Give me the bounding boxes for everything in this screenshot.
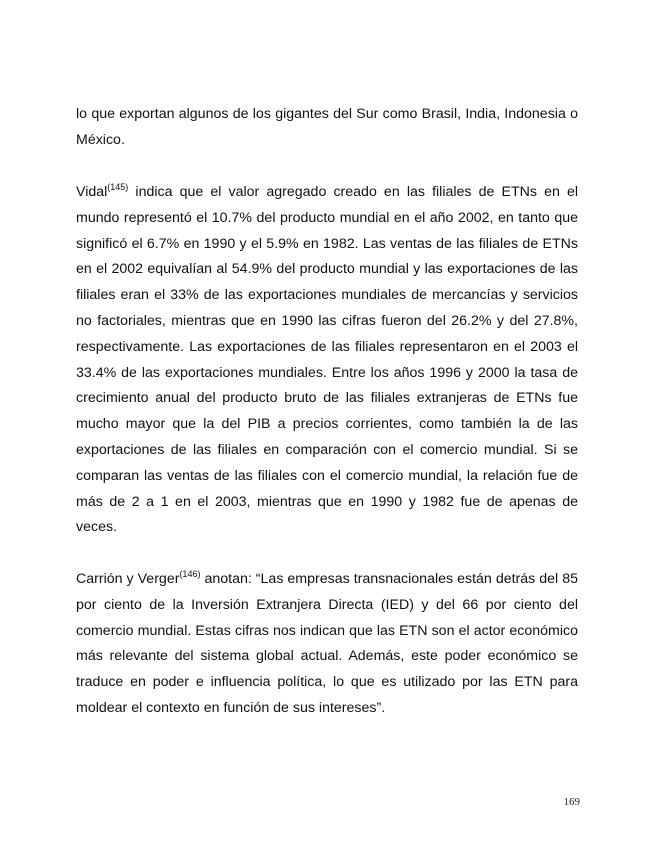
paragraph-carrion-verger	[76, 567, 578, 722]
citation-marker: (145)	[107, 182, 129, 192]
author-name: Carrión y Verger	[76, 571, 180, 587]
page-number: 169	[563, 796, 580, 808]
paragraph-text: lo que exportan algunos de los gigantes del Sur como Brasil, India, Indonesia o México.	[76, 106, 578, 148]
paragraph-vidal	[76, 180, 578, 541]
paragraph-continuation	[76, 102, 578, 154]
paragraph-text: indica que el valor agregado creado en las filiales de ETNs en el mundo representó el 10.7% del producto mundial en el año 2002, en tanto que significó el 6.7% en 1990 y el 5.9% en 1982. Las ventas de las filiales de ETNs en el 2002 equivalían al 54.9% del producto mundial y las exportaciones de las filiales eran el 33% de las exportaciones mundiales de mercancías y servicios no factoriales, mientras que en 1990 las cifras fueron del 26.2% y del 27.8%, respectivamente. Las exportaciones de las filiales representaron en el 2003 el 33.4% de las exportaciones mundiales. Entre los años 1996 y 2000 la tasa de crecimiento anual del producto bruto de las filiales extranjeras de ETNs fue mucho mayor que la del PIB a precios corrientes, como también la de las exportaciones de las filiales en comparación con el comercio mundial. Si se comparan las ventas de las filiales con el comercio mundial, la relación fue de más de 2 a 1 en el 2003, mientras que en 1990 y 1982 fue de apenas de veces.	[76, 184, 578, 536]
citation-marker: (146)	[179, 569, 201, 579]
author-name: Vidal	[76, 184, 108, 200]
paragraph-text: anotan: “Las empresas transnacionales están detrás del 85 por ciento de la Inversión Extranjera Directa (IED) y del 66 por ciento del comercio mundial. Estas cifras nos indican que las ETN son el actor económico más relevante del sistema global actual. Además, este poder económico se traduce en poder e influencia política, lo que es utilizado por las ETN para moldear el contexto en función de sus intereses”.	[76, 571, 578, 716]
